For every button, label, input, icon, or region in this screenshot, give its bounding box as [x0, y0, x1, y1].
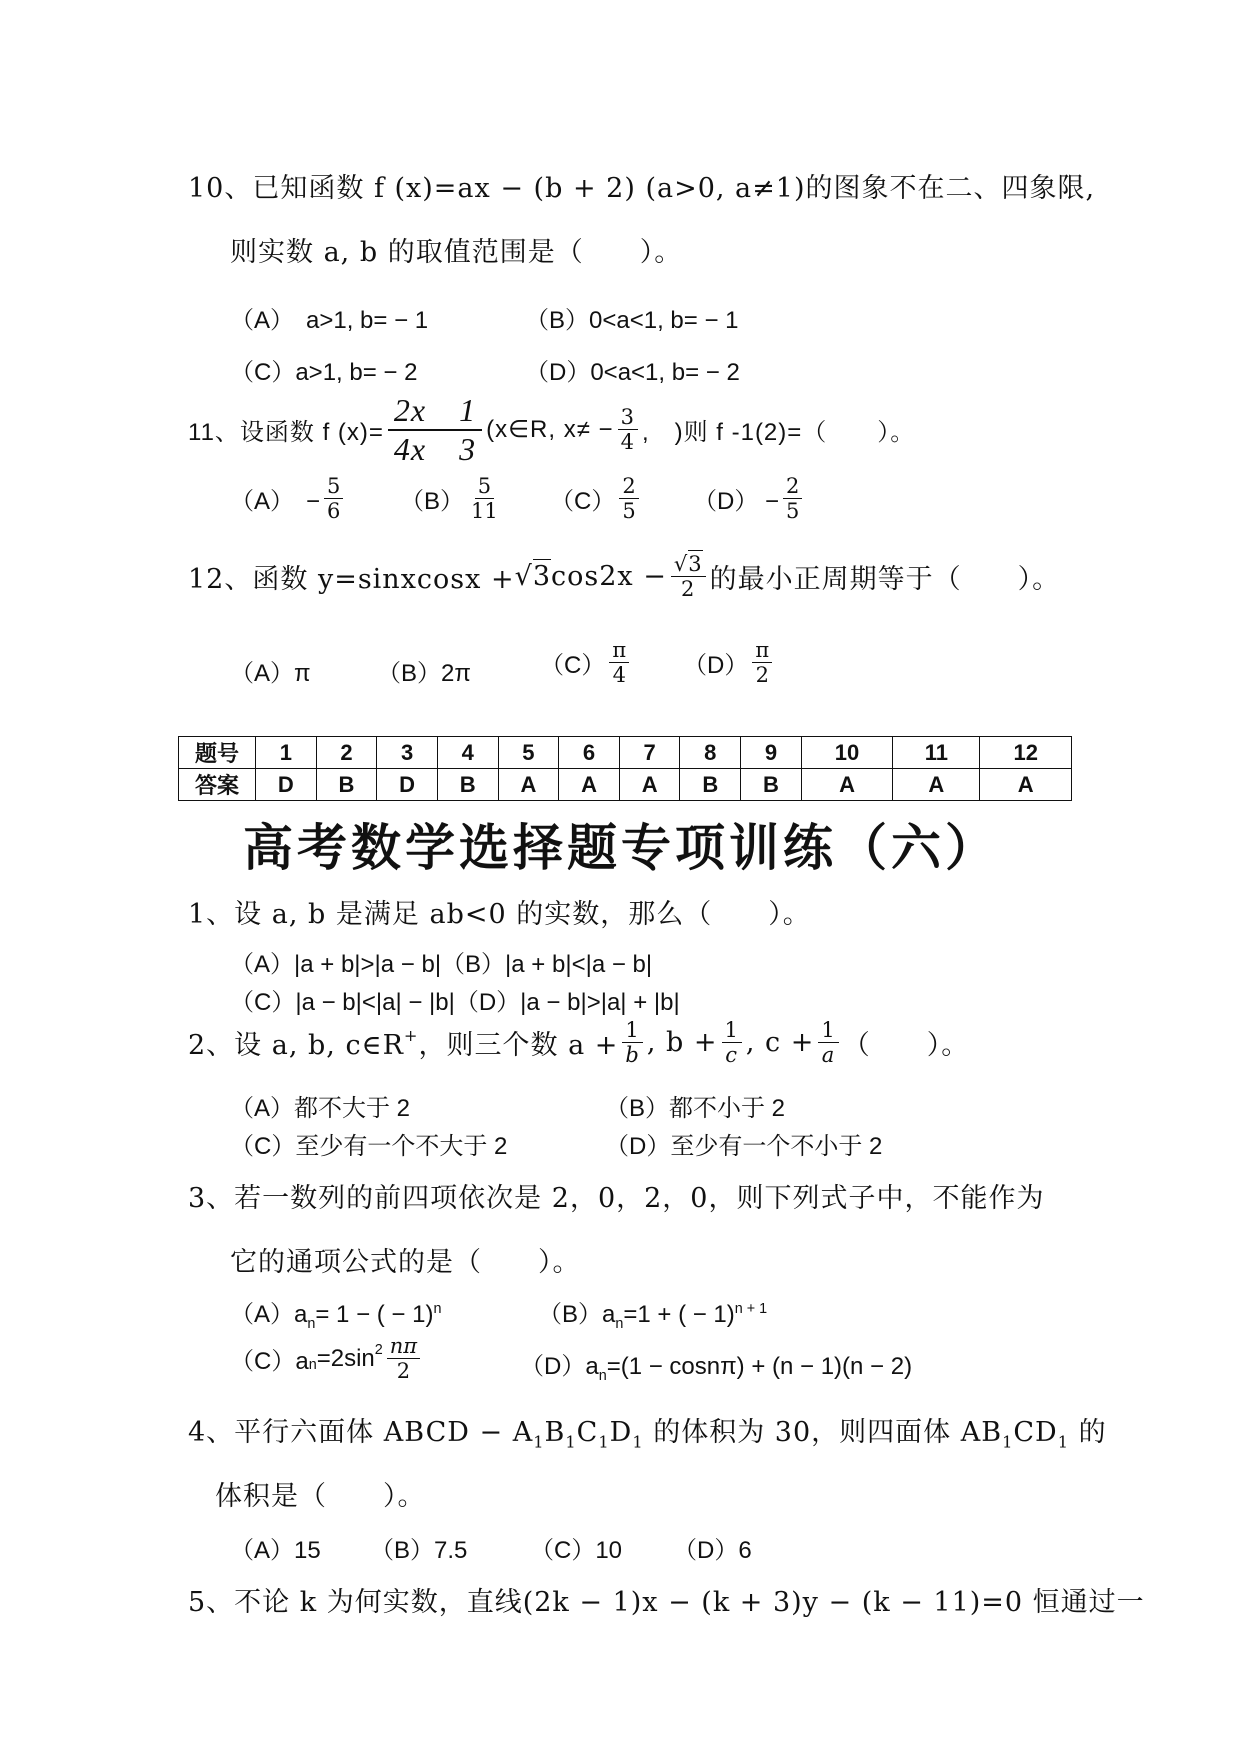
p4-s1: 1: [533, 1432, 545, 1452]
p2-f1-num: 1: [622, 1018, 642, 1043]
q11-suffix: , )则 f -1(2)=（ ）。: [641, 419, 916, 447]
p4-option-c: （C）10: [530, 1537, 623, 1564]
answer-table-number-row: [179, 737, 1072, 769]
p5-line1: 5、不论 k 为何实数，直线(2k − 1)x − (k + 3)y − (k − 11)=0 恒通过一: [188, 1587, 1145, 1618]
p2-option-a: （A）都不大于 2: [230, 1095, 411, 1122]
p4-option-a: （A）15: [230, 1537, 321, 1564]
q11-option-b: [400, 474, 505, 523]
p2-mid: ，则三个数 a +: [418, 1030, 619, 1062]
table-cell: A: [801, 769, 893, 801]
table-cell: A: [980, 769, 1072, 801]
p3-b-text: （B）a: [538, 1301, 616, 1328]
table-cell: 3: [377, 737, 438, 769]
q11-cond-den: 4: [620, 430, 635, 455]
table-cell: 9: [741, 737, 802, 769]
q11-c-num: 2: [619, 474, 638, 499]
q12-option-c-label: （C）: [540, 652, 606, 680]
q12-fraction: $\frac{√3}{2}$: [671, 552, 706, 601]
q11-b-num: 5: [475, 474, 494, 499]
p2-f3-den: a: [821, 1043, 836, 1068]
table-cell: 7: [619, 737, 680, 769]
p3-d-text2: =(1 − cosnπ) + (n − 1)(n − 2): [606, 1353, 913, 1380]
p2-prefix: 2、设 a, b, c∈R: [188, 1030, 404, 1062]
q11-condition-fraction: [618, 405, 638, 454]
q11-fraction-numerator: 2x 1: [388, 392, 482, 431]
q11-stem: [188, 392, 915, 468]
p3-d-sub: n: [598, 1367, 607, 1384]
p3-c-sub: n: [308, 1357, 317, 1374]
q11-cond-num: 3: [618, 405, 638, 430]
p1-options-ab: （A）|a + b|>|a − b|（B）|a + b|<|a − b|: [230, 951, 653, 978]
p2-f2-num: 1: [722, 1018, 742, 1043]
answer-table: [178, 736, 1072, 801]
q12-option-c: [540, 638, 633, 687]
p4-line1: [188, 1410, 1107, 1451]
p3-a-text: （A）a: [230, 1301, 308, 1328]
q11-option-d-label: （D） −: [693, 488, 780, 516]
table-cell: B: [680, 769, 741, 801]
p3-option-b: [538, 1294, 767, 1332]
q12-option-d-label: （D）: [683, 652, 749, 680]
q11-b-den: 11: [471, 499, 498, 524]
p4-t5: 的体积为 30，则四面体 AB: [643, 1417, 1003, 1448]
p3-a-sub: n: [307, 1315, 316, 1332]
p4-t3: C: [576, 1417, 599, 1448]
table-header-answer: 答案: [179, 769, 256, 801]
p3-c-num: nπ: [387, 1334, 420, 1359]
p3-c-text2: =2sin: [316, 1344, 375, 1372]
p2-option-c: （C）至少有一个不大于 2: [230, 1133, 508, 1160]
q11-option-a-label: （A） −: [230, 488, 321, 516]
p4-s4: 1: [632, 1432, 644, 1452]
q12-sqrt3: 3: [532, 561, 551, 593]
p3-b-sub: n: [615, 1315, 624, 1332]
p3-a-text2: = 1 − ( − 1): [315, 1301, 434, 1328]
p3-c-sup: 2: [374, 1342, 383, 1358]
q11-option-b-label: （B）: [400, 488, 465, 516]
q11-function-fraction: [388, 392, 482, 468]
table-cell: D: [377, 769, 438, 801]
p4-t6: CD: [1013, 1417, 1058, 1448]
q12-c-den: 4: [612, 663, 626, 688]
p3-line1: 3、若一数列的前四项依次是 2，0，2，0，则下列式子中，不能作为: [188, 1183, 1045, 1214]
q12-d-den: 2: [755, 663, 769, 688]
p3-b-sup: n + 1: [734, 1301, 768, 1317]
table-cell: B: [316, 769, 377, 801]
p2-f1-den: b: [625, 1043, 640, 1068]
p4-t1: 4、平行六面体 ABCD − A: [188, 1417, 534, 1448]
p4-t7: 的: [1069, 1417, 1107, 1448]
q11-option-a: [230, 474, 347, 523]
table-cell: 11: [893, 737, 980, 769]
table-cell: 2: [316, 737, 377, 769]
table-cell: A: [498, 769, 559, 801]
p2-sep1: , b +: [646, 1027, 718, 1059]
table-cell: 12: [980, 737, 1072, 769]
p3-option-a: [230, 1294, 441, 1332]
q12-option-b: （B）2π: [377, 660, 471, 687]
table-cell: 6: [559, 737, 620, 769]
p4-s6: 1: [1057, 1432, 1070, 1452]
table-cell: 4: [437, 737, 498, 769]
q11-a-den: 6: [327, 499, 341, 524]
q10-option-b: （B）0<a<1, b= − 1: [525, 307, 739, 334]
p2-sep2: , c +: [745, 1027, 815, 1059]
table-cell: 10: [801, 737, 893, 769]
p3-b-text2: =1 + ( − 1): [623, 1301, 735, 1328]
p3-c-den: 2: [396, 1359, 411, 1384]
p3-d-text: （D）a: [520, 1353, 599, 1380]
table-cell: B: [741, 769, 802, 801]
q11-d-den: 5: [786, 499, 800, 524]
p4-line2: 体积是（ ）。: [215, 1481, 426, 1512]
table-cell: A: [893, 769, 980, 801]
q12-stem: 12、函数 y=sinxcosx + √3 cos2x − $\frac{√3}{2}$ 的最小正周期等于（ ）。: [188, 552, 1061, 602]
q12-c-num: π: [609, 638, 629, 663]
p2-f3-num: 1: [818, 1018, 838, 1043]
q10-line1: 10、已知函数 f (x)=ax − (b + 2) (a>0, a≠1)的图象不在二、四象限,: [188, 173, 1096, 204]
table-cell: 1: [256, 737, 317, 769]
q12-option-d: [683, 638, 776, 687]
p2-stem: [188, 1018, 969, 1067]
p4-s3: 1: [598, 1432, 610, 1452]
q10-line2: 则实数 a, b 的取值范围是（ ）。: [230, 237, 683, 268]
q11-a-num: 5: [324, 474, 343, 499]
p3-c-text: （C）a: [230, 1348, 309, 1376]
q11-option-c: [550, 474, 643, 523]
p4-option-b: （B）7.5: [370, 1537, 468, 1564]
p2-option-d: （D）至少有一个不小于 2: [605, 1133, 883, 1160]
p4-t4: D: [609, 1417, 633, 1448]
p3-line2: 它的通项公式的是（ ）。: [230, 1247, 581, 1278]
q10-option-c: （C）a>1, b= − 2: [230, 359, 418, 386]
table-cell: A: [619, 769, 680, 801]
table-cell: 8: [680, 737, 741, 769]
q12-prefix: 12、函数 y=sinxcosx +: [188, 564, 515, 596]
p4-s5: 1: [1002, 1432, 1014, 1452]
table-header-number: 题号: [179, 737, 256, 769]
q12-d-num: π: [752, 638, 772, 663]
p1-stem: 1、设 a, b 是满足 ab<0 的实数，那么（ ）。: [188, 899, 811, 930]
q12-suffix: 的最小正周期等于（ ）。: [709, 564, 1061, 596]
p4-s2: 1: [565, 1432, 577, 1452]
section-title: 高考数学选择题专项训练（六）: [243, 818, 999, 877]
p2-suffix: （ ）。: [842, 1030, 970, 1062]
table-cell: A: [559, 769, 620, 801]
q11-fraction-denominator: 4x 3: [393, 430, 477, 467]
q11-option-d: [693, 474, 806, 523]
q12-option-a: （A）π: [230, 660, 311, 687]
p2-f2-den: c: [725, 1043, 739, 1068]
q12-frac-den: 2: [681, 577, 696, 602]
q11-c-den: 5: [622, 499, 636, 524]
p2-option-b: （B）都不小于 2: [605, 1095, 786, 1122]
q11-option-c-label: （C）: [550, 488, 616, 516]
p3-a-sup: n: [433, 1301, 442, 1317]
table-cell: B: [437, 769, 498, 801]
q12-frac-num: 3: [688, 552, 703, 576]
table-cell: 5: [498, 737, 559, 769]
p1-options-cd: （C）|a − b|<|a| − |b|（D）|a − b|>|a| + |b|: [230, 989, 680, 1016]
answer-table-answer-row: [179, 769, 1072, 801]
p2-sup: +: [403, 1026, 419, 1045]
p4-option-d: （D）6: [673, 1537, 752, 1564]
q11-d-num: 2: [783, 474, 802, 499]
table-cell: D: [256, 769, 317, 801]
q10-option-d: （D）0<a<1, b= − 2: [525, 359, 740, 386]
q11-prefix: 11、设函数 f (x)=: [188, 419, 384, 447]
q11-condition: (x∈R, x≠ −: [486, 416, 614, 444]
q10-option-a: （A） a>1, b= − 1: [230, 307, 429, 334]
p3-option-d: [520, 1346, 912, 1384]
p3-option-c: [230, 1334, 424, 1383]
p4-t2: B: [544, 1417, 566, 1448]
q12-mid: cos2x −: [551, 561, 667, 593]
